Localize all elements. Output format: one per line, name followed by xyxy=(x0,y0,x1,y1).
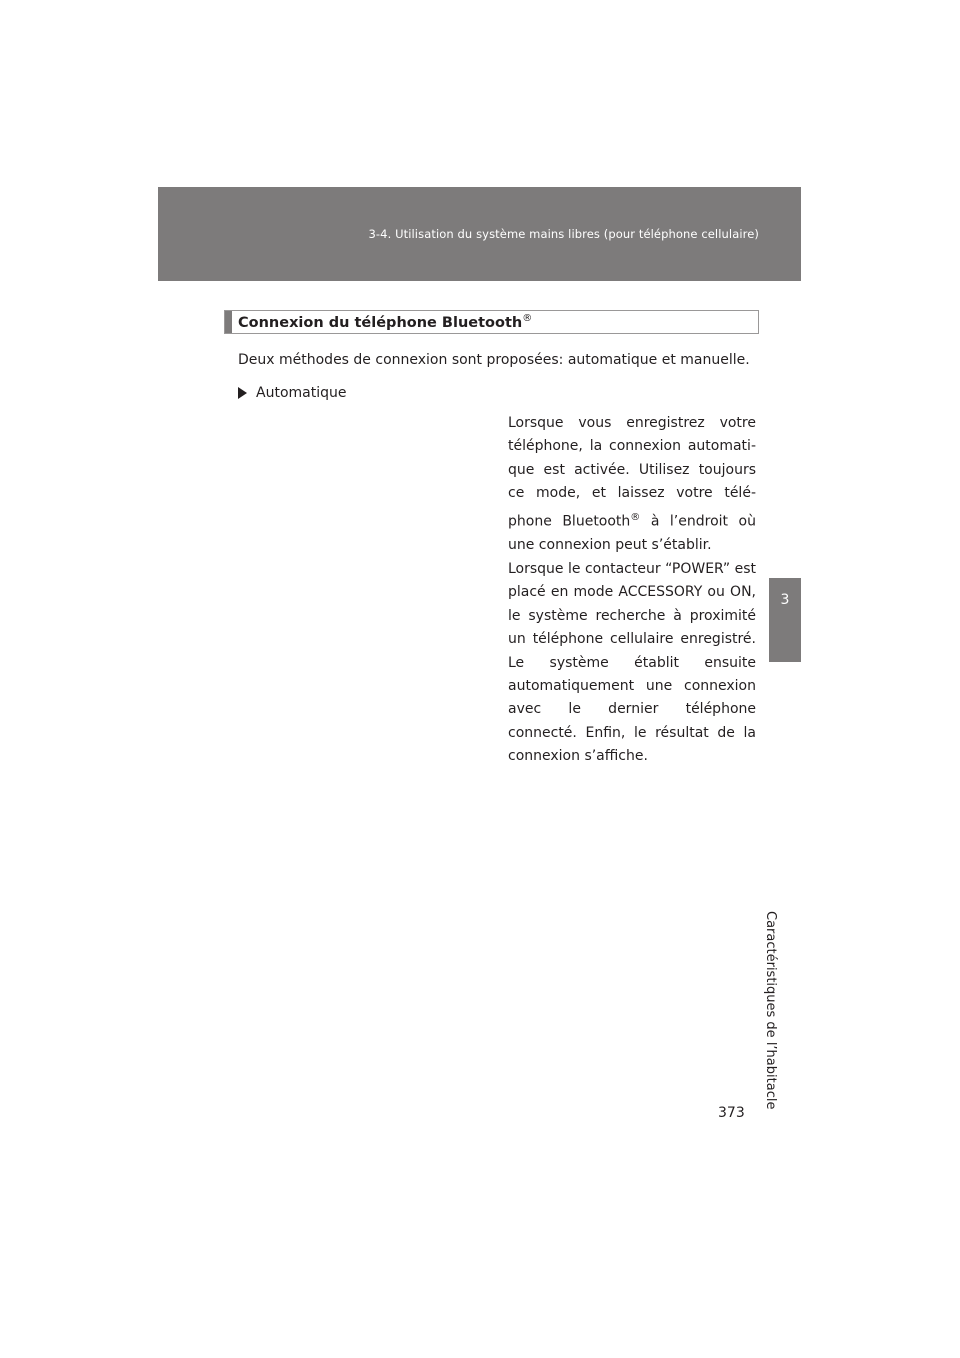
automatic-item xyxy=(238,385,346,401)
section-title xyxy=(238,313,532,331)
automatic-paragraph-2: Lorsque le contacteur “POWER” est placé en mode ACCESSORY ou ON, le système recherche à proximité un téléphone cellulaire enregistré. Le système établit ensuite automatiquement une connexion avec le dernier téléphone connecté. Enfin, le résultat de la connexion s’affiche. xyxy=(508,561,756,765)
arrow-bullet-icon xyxy=(238,387,247,399)
header-band xyxy=(158,187,801,281)
chapter-title: Caractéristiques de l’habitacle xyxy=(763,911,778,1110)
automatic-label: Automatique xyxy=(256,385,347,401)
registered-mark: ® xyxy=(630,511,641,523)
page-number: 373 xyxy=(718,1105,745,1121)
intro-text: Deux méthodes de connexion sont proposées: automatique et manuelle. xyxy=(238,352,750,368)
automatic-paragraph-1 xyxy=(508,412,756,557)
paragraph1-part-a: Lorsque vous enregistrez votre téléphone, la connexion automatique est activée. Utilisez toujours ce mode, et laissez votre téléphone Bluetooth xyxy=(508,415,756,530)
paragraph1-part-b: à l’endroit où une connexion peut s’établir. xyxy=(508,513,756,553)
section-heading xyxy=(224,310,759,334)
chapter-side-tab xyxy=(763,281,801,1110)
registered-mark: ® xyxy=(522,313,533,325)
section-title-text: Connexion du téléphone Bluetooth xyxy=(238,314,523,331)
heading-accent-bar xyxy=(225,311,232,333)
chapter-number: 3 xyxy=(769,578,801,662)
breadcrumb: 3-4. Utilisation du système mains libres (pour téléphone cellulaire) xyxy=(368,227,759,241)
